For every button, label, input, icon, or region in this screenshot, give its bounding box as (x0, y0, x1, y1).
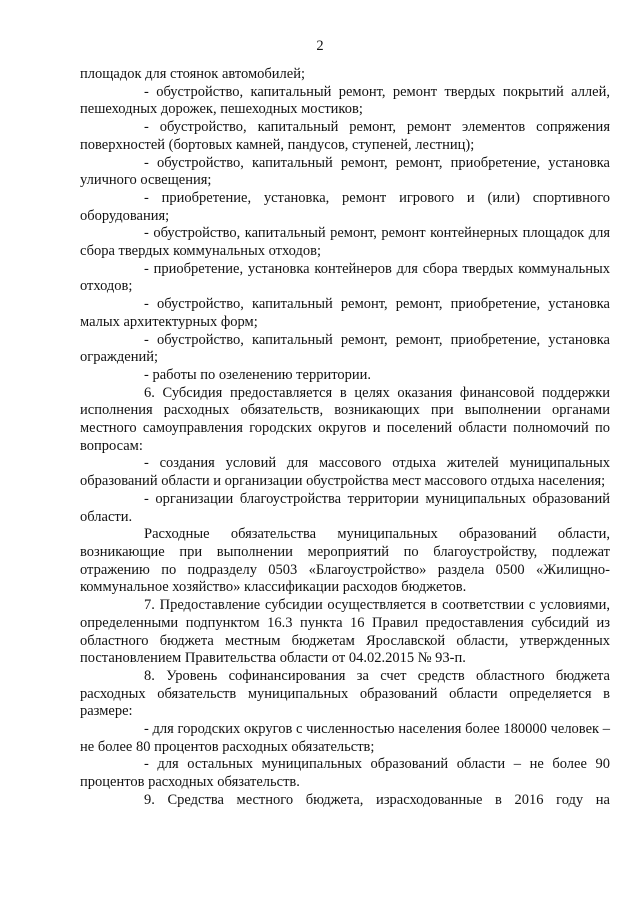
paragraph: Расходные обязательства муниципальных образований области, возникающие при выполнении мероприятий по благоустройству, подлежат отражению по подразделу 0503 «Благоустройство» раздела 0500 «Жилищно-коммунальное хозяйство» классификации расходов бюджетов. (80, 526, 610, 596)
paragraph: - работы по озеленению территории. (144, 366, 371, 383)
paragraph: 6. Субсидия предоставляется в целях оказания финансовой поддержки исполнения расходных обязательств, возникающих при выполнении органами местного самоуправления городских округов и поселений области полномочий по вопросам: (80, 384, 610, 454)
document-body (80, 66, 610, 810)
paragraph: - обустройство, капитальный ремонт, ремонт контейнерных площадок для сбора твердых коммунальных отходов; (80, 225, 610, 260)
paragraph: 9. Средства местного бюджета, израсходованные в 2016 году на (144, 791, 610, 808)
paragraph: - создания условий для массового отдыха жителей муниципальных образований области и организации обустройства мест массового отдыха населения; (80, 455, 610, 490)
paragraph: - обустройство, капитальный ремонт, ремонт твердых покрытий аллей, пешеходных дорожек, пешеходных мостиков; (80, 83, 610, 118)
paragraph: - обустройство, капитальный ремонт, ремонт, приобретение, установка малых архитектурных форм; (80, 296, 610, 330)
paragraph: площадок для стоянок автомобилей; (80, 66, 306, 82)
paragraph: - организации благоустройства территории муниципальных образований области. (80, 490, 610, 525)
page-number: 2 (316, 38, 324, 54)
paragraph: - для остальных муниципальных образований области – не более 90 процентов расходных обязательств. (80, 756, 610, 791)
paragraph: 7. Предоставление субсидии осуществляется в соответствии с условиями, определенными подпунктом 16.3 пункта 16 Правил предоставления субсидий из областного бюджета местным бюджетам Ярославской области, утвержденных постановлением Правительства области от 04.02.2015 № 93-п. (80, 597, 610, 667)
paragraph: - приобретение, установка контейнеров для сбора твердых коммунальных отходов; (80, 260, 610, 295)
paragraph: - для городских округов с численностью населения более 180000 человек – не более 80 процентов расходных обязательств; (80, 721, 610, 755)
paragraph: - приобретение, установка, ремонт игрового и (или) спортивного оборудования; (80, 189, 610, 224)
paragraph: - обустройство, капитальный ремонт, ремонт, приобретение, установка ограждений; (80, 331, 610, 366)
paragraph: - обустройство, капитальный ремонт, ремонт, приобретение, установка уличного освещения; (80, 154, 610, 189)
paragraph: - обустройство, капитальный ремонт, ремонт элементов сопряжения поверхностей (бортовых камней, пандусов, ступеней, лестниц); (80, 119, 610, 153)
paragraph: 8. Уровень софинансирования за счет средств областного бюджета расходных обязательств муниципальных образований области определяется в размере: (80, 667, 610, 720)
